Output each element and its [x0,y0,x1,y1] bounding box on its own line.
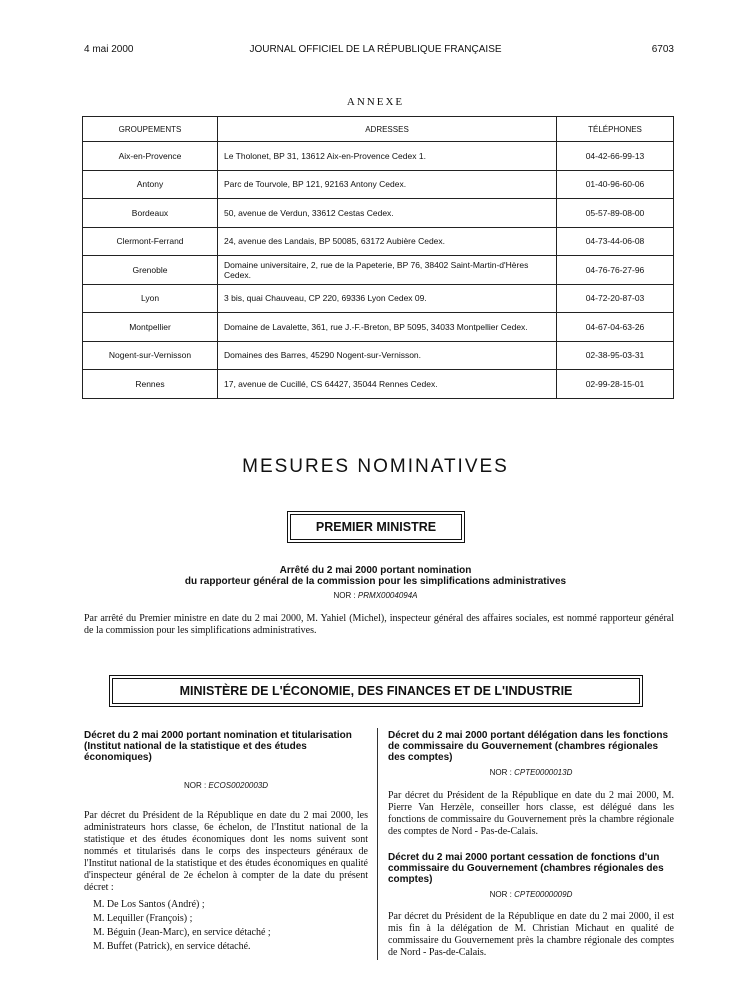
arrete-title [0,565,751,587]
nor-label: NOR : [489,890,515,899]
main-heading: MESURES NOMINATIVES [242,456,509,477]
nor-code: CPTE0000009D [514,890,573,899]
annex-title: ANNEXE [346,96,405,108]
groupement-cell: Aix-en-Provence [83,142,218,171]
header-date: 4 mai 2000 [84,44,134,55]
nor-code: ECOS0020003D [208,781,269,790]
groupement-cell: Rennes [83,370,218,399]
decret-left-nor [84,781,368,790]
decret-left-names [93,898,377,954]
groupement-cell: Nogent-sur-Vernisson [83,341,218,370]
telephone-cell: 04-42-66-99-13 [557,142,674,171]
groupement-cell: Clermont-Ferrand [83,227,218,256]
adresse-cell: Le Tholonet, BP 31, 13612 Aix-en-Provence Cedex 1. [218,142,557,171]
nor-label: NOR : [489,768,515,777]
name-item: M. Béguin (Jean-Marc), en service détaché ; [93,927,271,938]
table-row [83,256,674,285]
arrete-title-line1: Arrêté du 2 mai 2000 portant nomination [279,565,472,576]
header-journal-title: JOURNAL OFFICIEL DE LA RÉPUBLIQUE FRANÇAISE [249,44,502,55]
adresse-cell: 24, avenue des Landais, BP 50085, 63172 Aubière Cedex. [218,227,557,256]
decret-right1-nor [388,768,674,777]
adresse-cell: Domaines des Barres, 45290 Nogent-sur-Vernisson. [218,341,557,370]
telephone-cell: 02-38-95-03-31 [557,341,674,370]
decret-right2-body: Par décret du Président de la République en date du 2 mai 2000, il est mis fin à la délégation de M. Christian Michaut en qualité de commissaire du Gouvernement près la chambre régionale des comptes de Nord - Pas-de-Calais. [388,911,674,958]
annex-header-row [83,117,674,142]
telephone-cell: 05-57-89-08-00 [557,199,674,228]
ministry-box-economie: MINISTÈRE DE L'ÉCONOMIE, DES FINANCES ET DE L'INDUSTRIE [112,678,640,704]
nor-code: CPTE0000013D [514,768,573,777]
groupement-cell: Antony [83,170,218,199]
decret-left-title: Décret du 2 mai 2000 portant nomination et titularisation (Institut national de la statistique et des études économiques) [84,730,352,763]
telephone-cell: 04-72-20-87-03 [557,284,674,313]
groupement-cell: Montpellier [83,313,218,342]
arrete-title-line2: du rapporteur général de la commission pour les simplifications administratives [184,576,567,587]
decret-left-body: Par décret du Président de la République en date du 2 mai 2000, les administrateurs hors classe, 6e échelon, de l'Institut national de la statistique et des études économiques dont les noms suivent sont nommés et titularisés dans le corps des inspecteurs généraux de l'Institut national de la statistique et des études économiques en qualité d'inspecteur général de 2e échelon à compter de la date du présent décret : [84,810,368,893]
table-row [83,227,674,256]
adresse-cell: Parc de Tourvole, BP 121, 92163 Antony Cedex. [218,170,557,199]
nor-label: NOR : [333,591,358,600]
decret-right1-body: Par décret du Président de la République en date du 2 mai 2000, M. Pierre Van Herzèle, conseiller hors classe, est délégué dans les fonctions de commissaire du Gouvernement près la chambre régionale des comptes de Nord - Pas-de-Calais. [388,790,674,837]
adresse-cell: 3 bis, quai Chauveau, CP 220, 69336 Lyon Cedex 09. [218,284,557,313]
nor-label: NOR : [183,781,209,790]
name-item: M. Lequiller (François) ; [93,913,193,924]
table-row [83,341,674,370]
groupement-cell: Bordeaux [83,199,218,228]
annex-table-body [83,142,674,399]
adresse-cell: 50, avenue de Verdun, 33612 Cestas Cedex. [218,199,557,228]
decret-right1-title: Décret du 2 mai 2000 portant délégation dans les fonctions de commissaire du Gouvernement (chambres régionales des comptes) [388,730,669,763]
table-row [83,284,674,313]
ministry-box-premier-ministre: PREMIER MINISTRE [290,514,462,540]
adresse-cell: Domaine de Lavalette, 361, rue J.-F.-Breton, BP 5095, 34033 Montpellier Cedex. [218,313,557,342]
name-item: M. De Los Santos (André) ; [93,899,205,910]
decret-right2-title: Décret du 2 mai 2000 portant cessation de fonctions d'un commissaire du Gouvernement (chambres régionales des comptes) [388,852,664,885]
table-row [83,142,674,171]
table-row [83,170,674,199]
arrete-body: Par arrêté du Premier ministre en date du 2 mai 2000, M. Yahiel (Michel), inspecteur général des affaires sociales, est nommé rapporteur général de la commission pour les simplifications administratives. [84,613,674,636]
table-row [83,313,674,342]
adresse-cell: Domaine universitaire, 2, rue de la Papeterie, BP 76, 38402 Saint-Martin-d'Hères Cedex. [218,256,557,285]
table-row [83,199,674,228]
decret-right2-nor [388,890,674,899]
column-header-adresses: ADRESSES [218,117,557,142]
telephone-cell: 02-99-28-15-01 [557,370,674,399]
arrete-nor [0,591,751,600]
table-row [83,370,674,399]
name-item: M. Buffet (Patrick), en service détaché. [93,941,251,952]
groupement-cell: Lyon [83,284,218,313]
telephone-cell: 01-40-96-60-06 [557,170,674,199]
nor-code: PRMX0004094A [357,591,418,600]
telephone-cell: 04-73-44-06-08 [557,227,674,256]
column-divider [377,728,378,960]
annex-table [82,116,674,399]
adresse-cell: 17, avenue de Cucillé, CS 64427, 35044 Rennes Cedex. [218,370,557,399]
groupement-cell: Grenoble [83,256,218,285]
telephone-cell: 04-67-04-63-26 [557,313,674,342]
column-header-telephones: TÉLÉPHONES [557,117,674,142]
header-page-number: 6703 [651,44,674,55]
telephone-cell: 04-76-76-27-96 [557,256,674,285]
column-header-groupements: GROUPEMENTS [83,117,218,142]
